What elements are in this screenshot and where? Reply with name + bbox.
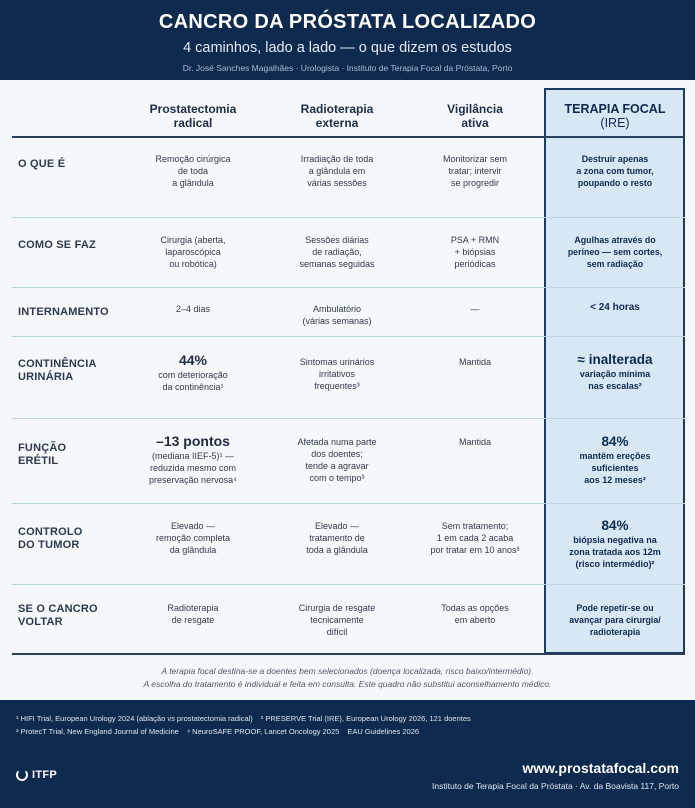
cell-what-radiotherapy: Irradiação de toda a glândula em várias sessões [300, 154, 374, 188]
row-label-erectile: FUNÇÃO ERÉTIL [18, 442, 67, 467]
cell-control-radiotherapy: Elevado — tratamento de toda a glândula [306, 521, 368, 555]
cell-stay-focal: < 24 horas [590, 302, 640, 313]
row-label-tumor-control: CONTROLO DO TUMOR [18, 526, 83, 551]
stat-value: –13 pontos [156, 433, 230, 449]
cell-control-prostatectomy: Elevado — remoção completa da glândula [155, 521, 231, 555]
cell-erectile-radiotherapy: Afetada numa parte dos doentes; tende a agravar com o tempo³ [297, 437, 377, 483]
cell-erectile-focal: 84% mantêm ereções suficientes aos 12 meses² [548, 433, 682, 486]
cell-stay-radiotherapy: Ambulatório (várias semanas) [302, 304, 372, 326]
row-divider [12, 418, 685, 419]
cell-continence-focal: ≈ inalterada variação mínima nas escalas² [548, 351, 682, 392]
institute-address: Instituto de Terapia Focal da Próstata · Av. da Boavista 117, Porto [432, 781, 679, 791]
cell-erectile-prostatectomy: –13 pontos (mediana IIEF-5)¹ — reduzida mesmo com preservação nervosa⁴ [128, 433, 258, 486]
row-divider [12, 287, 685, 288]
references-line-1: ¹ HIFI Trial, European Urology 2024 (ablação vs prostatectomia radical) ² PRESERVE Trial (IRE), European Urology 2026, 121 doentes [16, 714, 471, 723]
row-divider [12, 336, 685, 337]
cell-how-surveillance: PSA + RMN + biópsias periódicas [450, 235, 500, 269]
cell-continence-prostatectomy: 44% com deterioração da continência¹ [128, 352, 258, 393]
cell-how-radiotherapy: Sessões diárias de radiação, semanas seguidas [299, 235, 375, 269]
row-label-what: O QUE É [18, 158, 66, 170]
table-bottom-divider [12, 653, 685, 655]
stat-value: 84% [601, 434, 629, 449]
itfp-logo: ITFP [16, 768, 76, 784]
row-label-recurrence: SE O CANCRO VOLTAR [18, 603, 98, 628]
cell-recur-surveillance: Todas as opções em aberto [441, 603, 509, 625]
cell-how-focal: Agulhas através do períneo — sem cortes, sem radiação [567, 235, 663, 269]
row-label-continence: CONTINÊNCIA URINÁRIA [18, 358, 97, 383]
logo-ring-icon [16, 769, 28, 781]
column-header-prostatectomy: Prostatectomia radical [149, 102, 237, 130]
references-line-2: ³ ProtecT Trial, New England Journal of Medicine ⁴ NeuroSAFE PROOF, Lancet Oncology 2025 EAU Guidelines 2026 [16, 727, 420, 736]
row-label-how: COMO SE FAZ [18, 239, 96, 251]
column-header-focal-therapy: TERAPIA FOCAL (IRE) [564, 102, 666, 130]
page-subtitle: 4 caminhos, lado a lado — o que dizem os estudos [183, 40, 512, 56]
cell-what-prostatectomy: Remoção cirúrgica de toda a glândula [155, 154, 231, 188]
cell-recur-focal: Pode repetir-se ou avançar para cirurgia/ radioterapia [569, 603, 661, 637]
cell-control-focal: 84% biópsia negativa na zona tratada aos 12m (risco intermédio)² [548, 517, 682, 570]
stat-value: 84% [601, 518, 629, 533]
row-divider [12, 503, 685, 504]
column-header-active-surveillance: Vigilância ativa [447, 102, 503, 130]
website-link[interactable]: www.prostatafocal.com [522, 760, 679, 776]
cell-continence-surveillance: Mantida [458, 357, 492, 367]
cell-what-focal: Destruir apenas a zona com tumor, poupando o resto [576, 154, 654, 188]
cell-how-prostatectomy: Cirurgia (aberta, laparoscópica ou robótica) [160, 235, 226, 269]
page-title: CANCRO DA PRÓSTATA LOCALIZADO [158, 11, 537, 33]
stat-value: ≈ inalterada [577, 352, 653, 367]
cell-recur-radiotherapy: Cirurgia de resgate tecnicamente difícil [298, 603, 376, 637]
column-header-radiotherapy: Radioterapia externa [300, 102, 374, 130]
cell-continence-radiotherapy: Sintomas urinários irritativos frequentes³ [299, 357, 375, 391]
row-label-stay: INTERNAMENTO [18, 306, 109, 318]
row-divider [12, 584, 685, 585]
row-divider [12, 217, 685, 218]
header-divider [12, 136, 685, 138]
author-line: Dr. José Sanches Magalhães · Urologista · Instituto de Terapia Focal da Próstata, Porto [182, 63, 513, 73]
cell-stay-prostatectomy: 2–4 dias [175, 304, 211, 314]
cell-erectile-surveillance: Mantida [458, 437, 492, 447]
cell-what-surveillance: Monitorizar sem tratar; intervir se progredir [442, 154, 507, 188]
stat-value: 44% [178, 352, 208, 368]
header-banner [0, 0, 695, 80]
cell-control-surveillance: Sem tratamento; 1 em cada 2 acaba por tratar em 10 anos³ [430, 521, 520, 555]
footer [0, 700, 695, 808]
cell-stay-surveillance: — [470, 304, 480, 314]
cell-recur-prostatectomy: Radioterapia de resgate [167, 603, 219, 625]
disclaimer-note: A terapia focal destina-se a doentes bem selecionados (doença localizada, risco baixo/intermédio). A escolha do tratamento é individual e feita em consulta. Este quadro não substitui aconselhamento médico. [143, 666, 552, 689]
